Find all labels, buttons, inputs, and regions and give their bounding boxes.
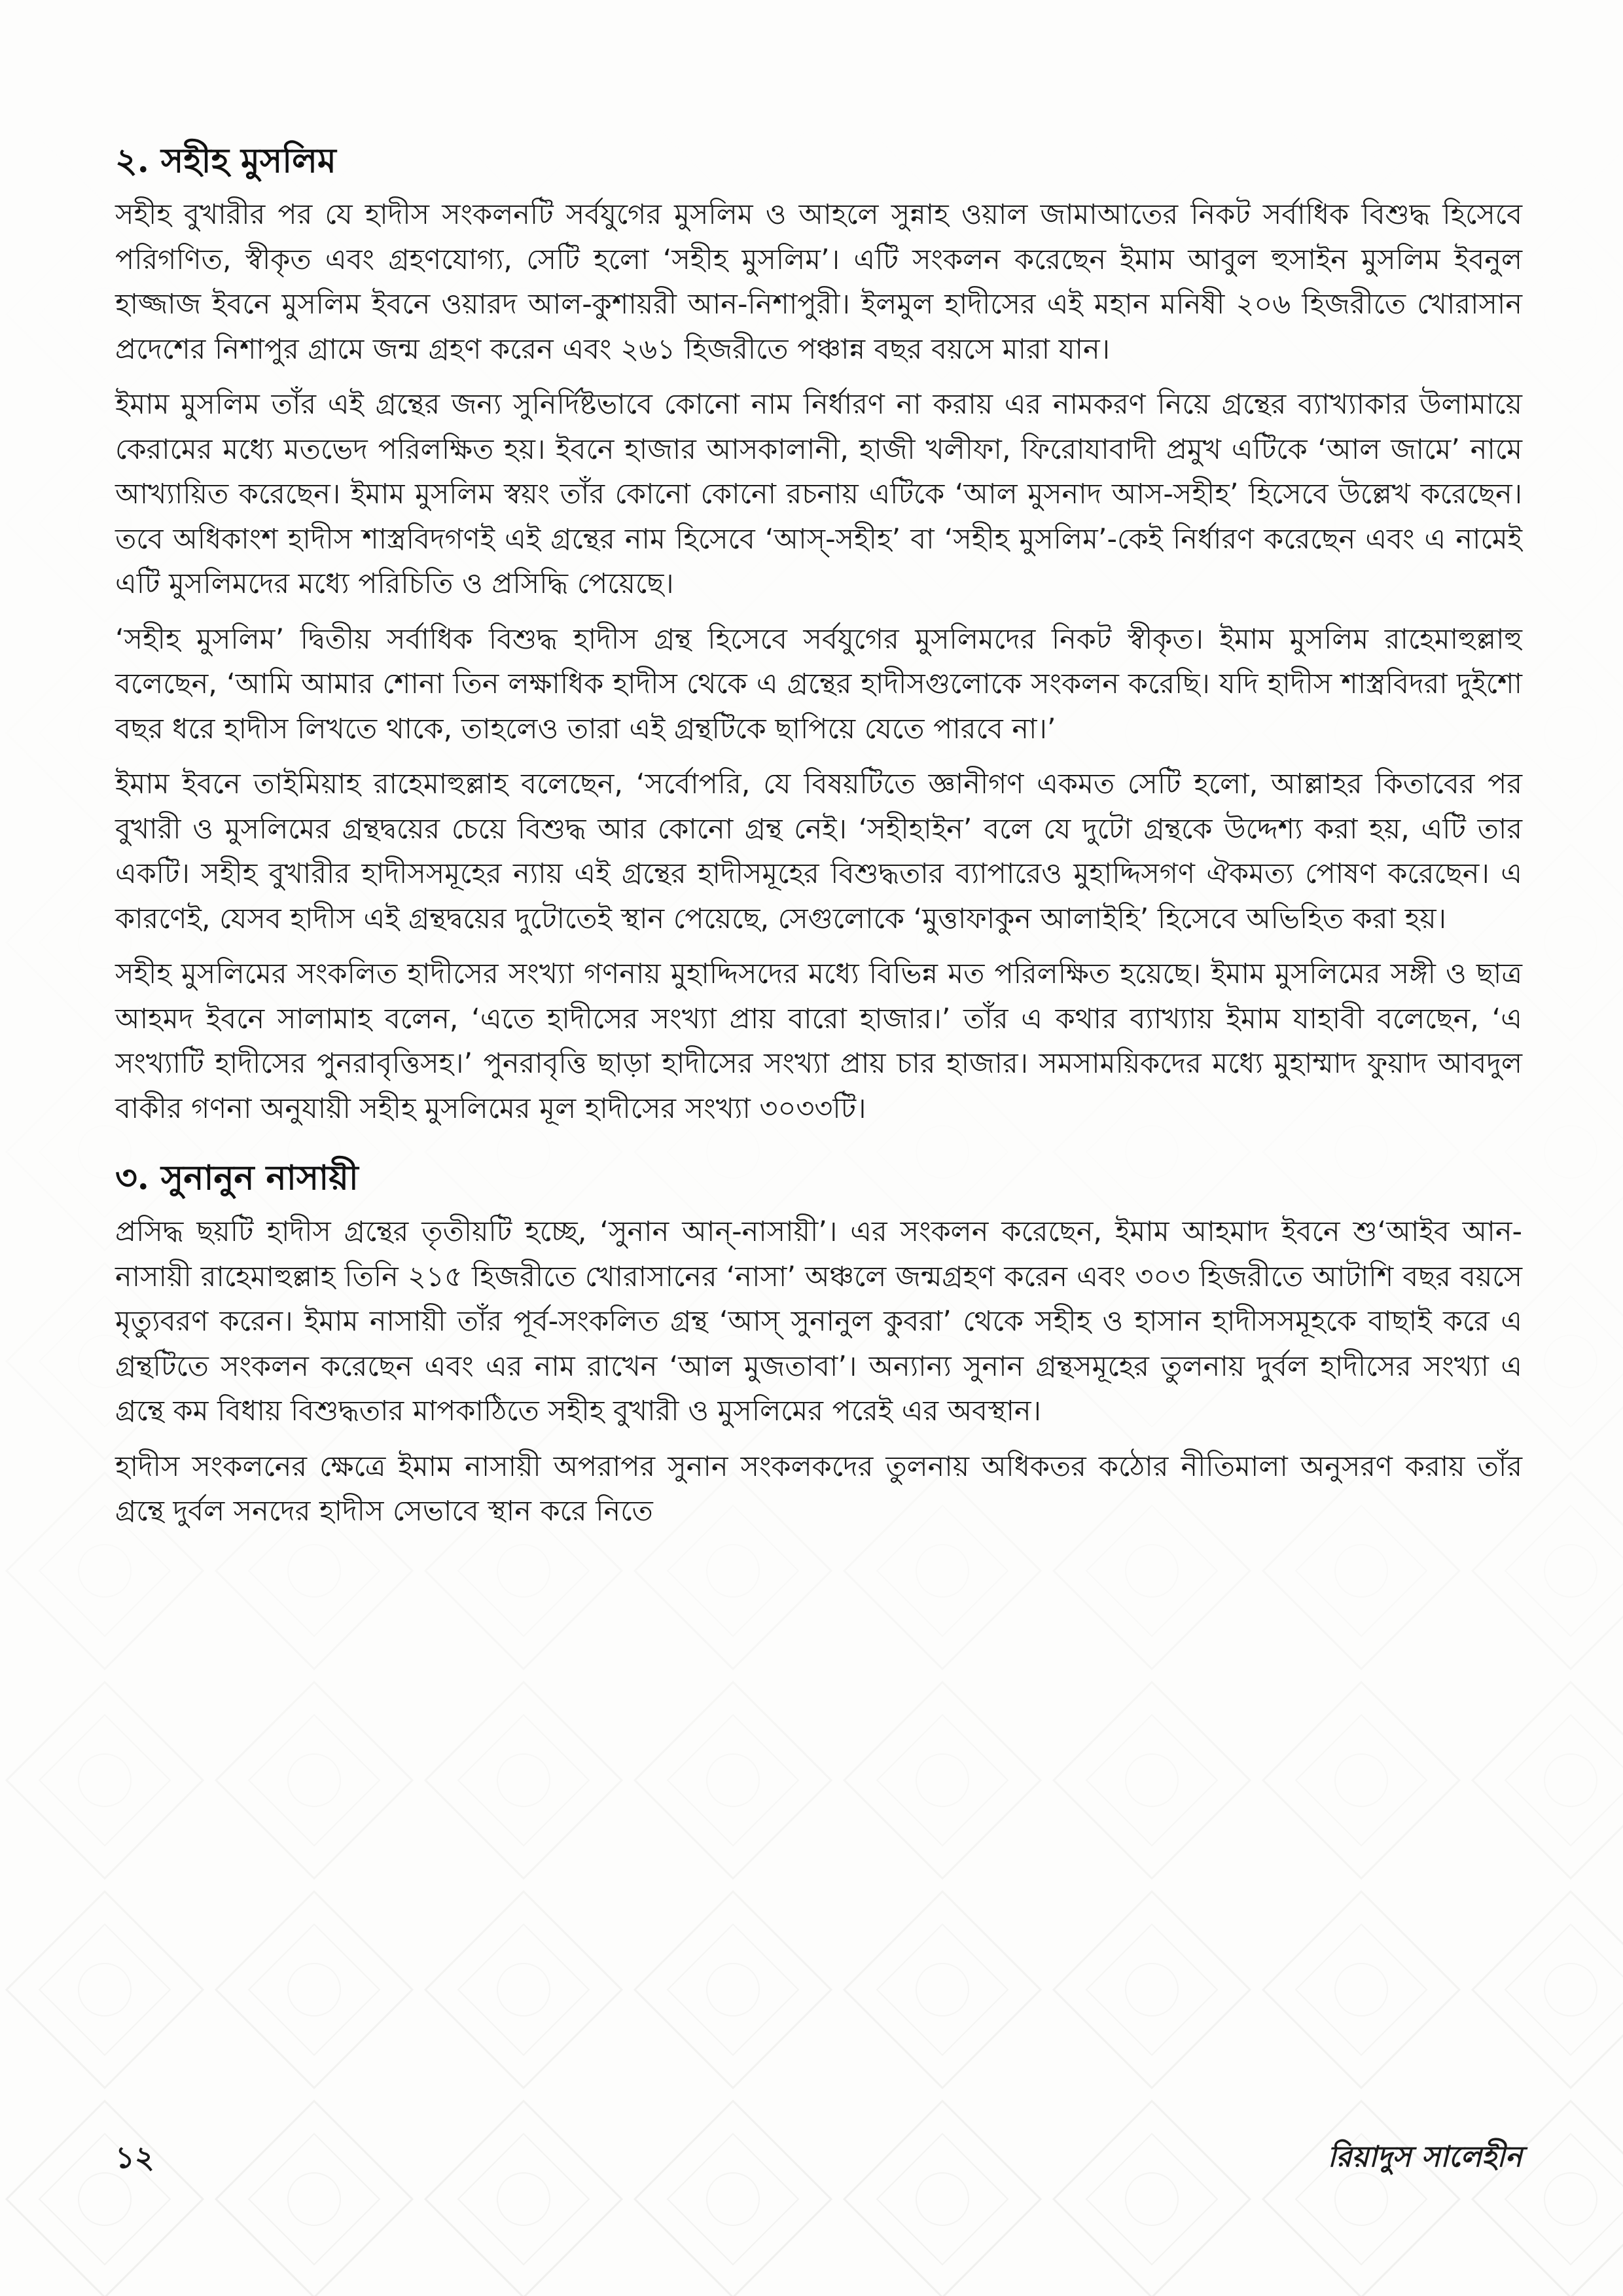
paragraph: ‘সহীহ মুসলিম’ দ্বিতীয় সর্বাধিক বিশুদ্ধ হাদীস গ্রন্থ হিসেবে সর্বযুগের মুসলিমদের নিকট স্বীকৃত। ইমাম মুসলিম রাহেমাহুল্লাহু বলেছেন, ‘আমি আমার শোনা তিন লক্ষাধিক হাদীস থেকে এ গ্রন্থের হাদীসগুলোকে সংকলন করেছি। যদি হাদীস শাস্ত্রবিদরা দুইশো বছর ধরে হাদীস লিখতে থাকে, তাহলেও তারা এই গ্রন্থটিকে ছাপিয়ে যেতে পারবে না।’ (115, 622, 1522, 745)
paragraph: সহীহ মুসলিমের সংকলিত হাদীসের সংখ্যা গণনায় মুহাদ্দিসদের মধ্যে বিভিন্ন মত পরিলক্ষিত হয়েছে। ইমাম মুসলিমের সঙ্গী ও ছাত্র আহমদ ইবনে সালামাহ বলেন, ‘এতে হাদীসের সংখ্যা প্রায় বারো হাজার।’ তাঁর এ কথার ব্যাখ্যায় ইমাম যাহাবী বলেছেন, ‘এ সংখ্যাটি হাদীসের পুনরাবৃত্তিসহ।’ পুনরাবৃত্তি ছাড়া হাদীসের সংখ্যা প্রায় চার হাজার। সমসাময়িকদের মধ্যে মুহাম্মাদ ফুয়াদ আবদুল বাকীর গণনা অনুযায়ী সহীহ মুসলিমের মূল হাদীসের সংখ্যা ৩০৩৩টি। (115, 958, 1522, 1125)
paragraph: প্রসিদ্ধ ছয়টি হাদীস গ্রন্থের তৃতীয়টি হচ্ছে, ‘সুনান আন্-নাসায়ী’। এর সংকলন করেছেন, ইমাম আহমাদ ইবনে শু‘আইব আন-নাসায়ী রাহেমাহুল্লাহ তিনি ২১৫ হিজরীতে খোরাসানের ‘নাসা’ অঞ্চলে জন্মগ্রহণ করেন এবং ৩০৩ হিজরীতে আটাশি বছর বয়সে মৃত্যুবরণ করেন। ইমাম নাসায়ী তাঁর পূর্ব-সংকলিত গ্রন্থ ‘আস্ সুনানুল কুবরা’ থেকে সহীহ ও হাসান হাদীসসমূহকে বাছাই করে এ গ্রন্থটিতে সংকলন করেছেন এবং এর নাম রাখেন ‘আল মুজতাবা’। অন্যান্য সুনান গ্রন্থসমূহের তুলনায় দুর্বল হাদীসের সংখ্যা এ গ্রন্থে কম বিধায় বিশুদ্ধতার মাপকাঠিতে সহীহ বুখারী ও মুসলিমের পরেই এর অবস্থান। (115, 1215, 1522, 1427)
paragraph: ইমাম মুসলিম তাঁর এই গ্রন্থের জন্য সুনির্দিষ্টভাবে কোনো নাম নির্ধারণ না করায় এর নামকরণ নিয়ে গ্রন্থের ব্যাখ্যাকার উলামায়ে কেরামের মধ্যে মতভেদ পরিলক্ষিত হয়। ইবনে হাজার আসকালানী, হাজী খলীফা, ফিরোযাবাদী প্রমুখ এটিকে ‘আল জামে’ নামে আখ্যায়িত করেছেন। ইমাম মুসলিম স্বয়ং তাঁর কোনো কোনো রচনায় এটিকে ‘আল মুসনাদ আস-সহীহ’ হিসেবে উল্লেখ করেছেন। তবে অধিকাংশ হাদীস শাস্ত্রবিদগণই এই গ্রন্থের নাম হিসেবে ‘আস্-সহীহ’ বা ‘সহীহ মুসলিম’-কেই নির্ধারণ করেছেন এবং এ নামেই এটি মুসলিমদের মধ্যে পরিচিতি ও প্রসিদ্ধি পেয়েছে। (115, 388, 1522, 600)
paragraph: হাদীস সংকলনের ক্ষেত্রে ইমাম নাসায়ী অপরাপর সুনান সংকলকদের তুলনায় অধিকতর কঠোর নীতিমালা অনুসরণ করায় তাঁর গ্রন্থে দুর্বল সনদের হাদীস সেভাবে স্থান করে নিতে (115, 1450, 1522, 1528)
running-book-title: রিয়াদুস সালেহীন (1327, 2140, 1522, 2174)
page-number: ১২ (115, 2140, 154, 2175)
section-heading: ২. সহীহ মুসলিম (115, 141, 336, 181)
paragraph: ইমাম ইবনে তাইমিয়াহ রাহেমাহুল্লাহ বলেছেন, ‘সর্বোপরি, যে বিষয়টিতে জ্ঞানীগণ একমত সেটি হলো, আল্লাহর কিতাবের পর বুখারী ও মুসলিমের গ্রন্থদ্বয়ের চেয়ে বিশুদ্ধ আর কোনো গ্রন্থ নেই। ‘সহীহাইন’ বলে যে দুটো গ্রন্থকে উদ্দেশ্য করা হয়, এটি তার একটি। সহীহ বুখারীর হাদীসসমূহের ন্যায় এই গ্রন্থের হাদীসমূহের বিশুদ্ধতার ব্যাপারেও মুহাদ্দিসগণ ঐকমত্য পোষণ করেছেন। এ কারণেই, যেসব হাদীস এই গ্রন্থদ্বয়ের দুটোতেই স্থান পেয়েছে, সেগুলোকে ‘মুত্তাফাকুন আলাইহি’ হিসেবে অভিহিত করা হয়। (115, 768, 1522, 935)
section-heading: ৩. সুনানুন নাসায়ী (115, 1158, 359, 1198)
section-sunan-nasai (115, 1155, 1522, 1534)
section-sahih-muslim (115, 137, 1522, 1131)
paragraph: সহীহ বুখারীর পর যে হাদীস সংকলনটি সর্বযুগের মুসলিম ও আহলে সুন্নাহ ওয়াল জামাআতের নিকট সর্বাধিক বিশুদ্ধ হিসেবে পরিগণিত, স্বীকৃত এবং গ্রহণযোগ্য, সেটি হলো ‘সহীহ মুসলিম’। এটি সংকলন করেছেন ইমাম আবুল হুসাইন মুসলিম ইবনুল হাজ্জাজ ইবনে মুসলিম ইবনে ওয়ারদ আল-কুশায়রী আন-নিশাপুরী। ইলমুল হাদীসের এই মহান মনিষী ২০৬ হিজরীতে খোরাসান প্রদেশের নিশাপুর গ্রামে জন্ম গ্রহণ করেন এবং ২৬১ হিজরীতে পঞ্চান্ন বছর বয়সে মারা যান। (115, 198, 1522, 366)
page-content (115, 137, 1522, 1545)
page-footer (115, 2135, 1522, 2181)
